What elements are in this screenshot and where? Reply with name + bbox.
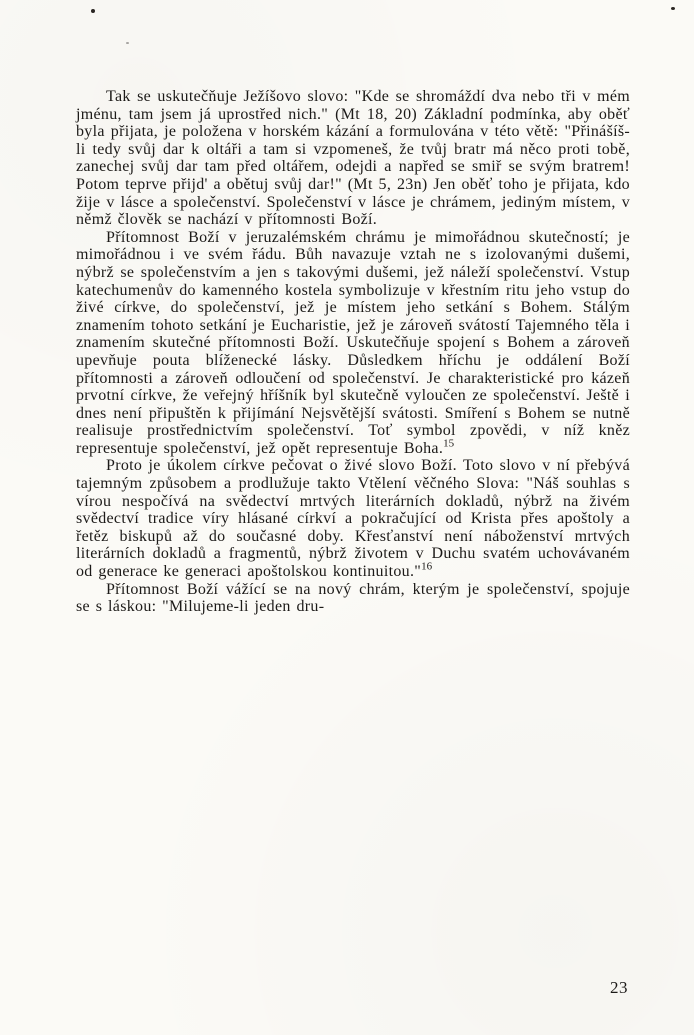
paragraph: Tak se uskutečňuje Ježíšovo slovo: "Kde se shromáždí dva nebo tři v mém jménu, tam jsem já uprostřed nich." (Mt 18, 20) Základní podmínka, aby oběť byla přijata, je položena v horském kázání a formulována v této větě: "Přinášíš-li tedy svůj dar k oltáři a tam si vzpomeneš, že tvůj bratr má něco proti tobě, zanechej svůj dar tam před oltářem, odejdi a napřed se smiř se svým bratrem! Potom teprve přijd' a obětuj svůj dar!" (Mt 5, 23n) Jen oběť toho je přijata, kdo žije v lásce a společenství. Společenství v lásce je chrámem, jediným místem, v němž člověk se nachází v přítomnosti Boží. (76, 88, 630, 229)
paragraph: Přítomnost Boží vážící se na nový chrám, kterým je společenství, spojuje se s láskou: "Milujeme-li jeden dru- (76, 580, 630, 616)
page-number: 23 (610, 978, 628, 997)
paragraph: Přítomnost Boží v jeruzalémském chrámu je mimořádnou skutečností; je mimořádnou i ve svém řádu. Bůh navazuje vztah ne s izolovanými dušemi, nýbrž se společenstvím a jen s takovými dušemi, jež náleží společenství. Vstup katechumenův do kamenného kostela symbolizuje v křestním ritu jeho vstup do živé církve, do společenství, jež je místem jeho setkání s Bohem. Stálým znamením tohoto setkání je Eucharistie, jež je zároveň svátostí Tajemného těla i znamením skutečné přítomnosti Boží. Uskutečňuje spojení s Bohem a zároveň upevňuje pouta blíženecké lásky. Důsledkem hříchu je oddálení Boží přítomnosti a zároveň odloučení od společenství. Je charakteristické pro kázeň prvotní církve, že veřejný hříšník byl skutečně vyloučen ze společenství. Ještě i dnes není připuštěn k přijímání Nejsvětější svátosti. Smíření s Bohem se nutně realisuje prostřednictvím společenství. Toť symbol zpovědi, v níž kněz representuje společenství, jež opět representuje Boha.$^{15}$ (76, 228, 630, 457)
scan-speck (126, 42, 129, 44)
page-text (76, 88, 630, 616)
scan-speck (671, 7, 675, 10)
footnote-ref: 16 (421, 560, 433, 573)
footnote-ref: 15 (443, 437, 455, 450)
paragraph: Proto je úkolem církve pečovat o živé slovo Boží. Toto slovo v ní přebývá tajemným způsobem a prodlužuje takto Vtělení věčného Slova: "Náš souhlas s vírou nespočívá na svědectví mrtvých literárních dokladů, nýbrž na živém svědectví tradice víry hlásané církví a pokračující od Krista přes apoštoly a řetěz biskupů až do současné doby. Křesťanství není náboženství mrtvých literárních dokladů a fragmentů, nýbrž životem v Duchu svatém uchovávaném od generace ke generaci apoštolskou kontinuitou."$^{16}$ (76, 457, 630, 581)
scan-speck (91, 9, 95, 13)
